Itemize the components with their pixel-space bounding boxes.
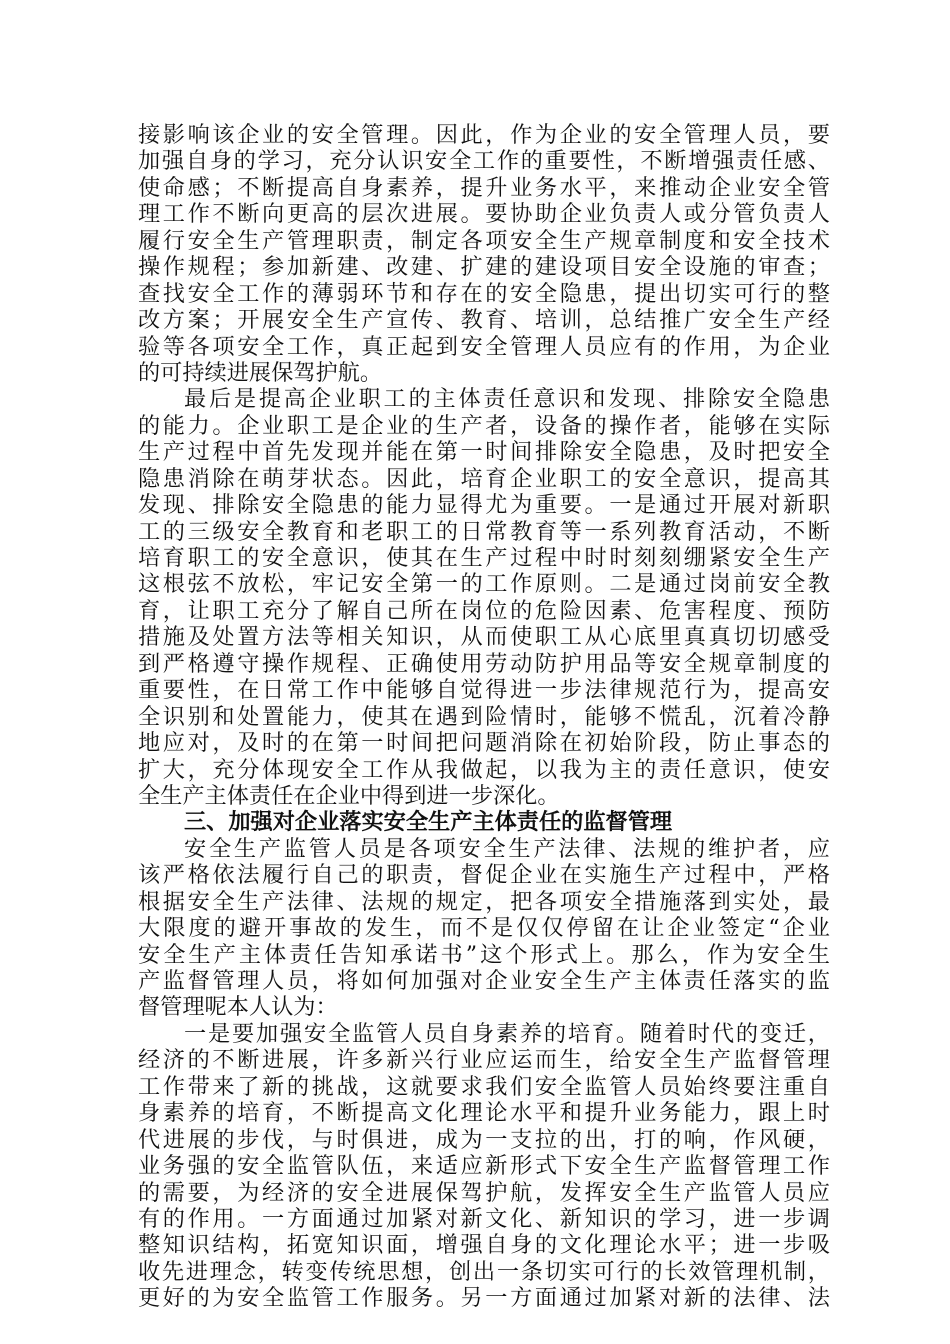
paragraph-line: 全识别和处置能力，使其在遇到险情时，能够不慌乱，沉着冷静 bbox=[138, 703, 830, 730]
paragraph-line: 督管理呢本人认为： bbox=[138, 994, 338, 1021]
paragraph-line: 更好的为安全监管工作服务。另一方面通过加紧对新的法律、法 bbox=[138, 1285, 830, 1312]
paragraph-line: 育，让职工充分了解自己所在岗位的危险因素、危害程度、预防 bbox=[138, 597, 830, 624]
paragraph-line: 工作带来了新的挑战，这就要求我们安全监管人员始终要注重自 bbox=[138, 1073, 830, 1100]
paragraph-line: 整知识结构，拓宽知识面，增强自身的文化理论水平；进一步吸 bbox=[138, 1232, 830, 1259]
paragraph-line: 加强自身的学习，充分认识安全工作的重要性，不断增强责任感、 bbox=[138, 148, 830, 175]
paragraph-line: 最后是提高企业职工的主体责任意识和发现、排除安全隐患 bbox=[184, 386, 830, 413]
paragraph-line: 措施及处置方法等相关知识，从而使职工从心底里真真切切感受 bbox=[138, 624, 830, 651]
paragraph-4 bbox=[138, 1021, 830, 1312]
paragraph-line: 地应对，及时的在第一时间把问题消除在初始阶段，防止事态的 bbox=[138, 730, 830, 757]
paragraph-line: 隐患消除在萌芽状态。因此，培育企业职工的安全意识，提高其 bbox=[138, 465, 830, 492]
paragraph-line: 身素养的培育，不断提高文化理论水平和提升业务能力，跟上时 bbox=[138, 1100, 830, 1127]
paragraph-line: 工的三级安全教育和老职工的日常教育等一系列教育活动，不断 bbox=[138, 518, 830, 545]
paragraph-line: 大限度的避开事故的发生，而不是仅仅停留在让企业签定“企业 bbox=[138, 915, 830, 942]
paragraph-line: 的能力。企业职工是企业的生产者，设备的操作者，能够在实际 bbox=[138, 412, 830, 439]
paragraph-3 bbox=[138, 836, 830, 1021]
paragraph-line: 改方案；开展安全生产宣传、教育、培训，总结推广安全生产经 bbox=[138, 307, 830, 334]
paragraph-line: 的可持续进展保驾护航。 bbox=[138, 359, 383, 386]
paragraph-line: 代进展的步伐，与时俱进，成为一支拉的出，打的响，作风硬， bbox=[138, 1126, 830, 1153]
paragraph-line: 理工作不断向更高的层次进展。要协助企业负责人或分管负责人 bbox=[138, 201, 830, 228]
paragraph-1 bbox=[138, 122, 830, 386]
paragraph-line: 有的作用。一方面通过加紧对新文化、新知识的学习，进一步调 bbox=[138, 1205, 830, 1232]
paragraph-line: 查找安全工作的薄弱环节和存在的安全隐患，提出切实可行的整 bbox=[138, 280, 830, 307]
paragraph-line: 该严格依法履行自己的职责，督促企业在实施生产过程中，严格 bbox=[138, 862, 830, 889]
paragraph-line: 生产过程中首先发现并能在第一时间排除安全隐患，及时把安全 bbox=[138, 439, 830, 466]
paragraph-line: 接影响该企业的安全管理。因此，作为企业的安全管理人员，要 bbox=[138, 122, 830, 148]
paragraph-line: 培育职工的安全意识，使其在生产过程中时时刻刻绷紧安全生产 bbox=[138, 545, 830, 571]
paragraph-line: 安全生产监管人员是各项安全生产法律、法规的维护者，应 bbox=[184, 835, 830, 862]
paragraph-line: 这根弦不放松，牢记安全第一的工作原则。二是通过岗前安全教 bbox=[138, 571, 830, 598]
paragraph-line: 验等各项安全工作，真正起到安全管理人员应有的作用，为企业 bbox=[138, 333, 830, 360]
paragraph-line: 业务强的安全监管队伍，来适应新形式下安全生产监督管理工作 bbox=[138, 1153, 830, 1180]
paragraph-line: 产监督管理人员，将如何加强对企业安全生产主体责任落实的监 bbox=[138, 968, 830, 994]
paragraph-line: 经济的不断进展，许多新兴行业应运而生，给安全生产监督管理 bbox=[138, 1047, 830, 1074]
paragraph-line: 发现、排除安全隐患的能力显得尤为重要。一是通过开展对新职 bbox=[138, 492, 830, 519]
paragraph-2 bbox=[138, 386, 830, 809]
paragraph-line: 根据安全生产法律、法规的规定，把各项安全措施落到实处，最 bbox=[138, 888, 830, 915]
paragraph-line: 收先进理念，转变传统思想，创出一条切实可行的长效管理机制， bbox=[138, 1258, 830, 1285]
paragraph-line: 重要性，在日常工作中能够自觉得进一步法律规范行为，提高安 bbox=[138, 677, 830, 704]
paragraph-line: 使命感；不断提高自身素养，提升业务水平，来推动企业安全管 bbox=[138, 174, 830, 201]
paragraph-line: 扩大，充分体现安全工作从我做起，以我为主的责任意识，使安 bbox=[138, 756, 830, 783]
paragraph-line: 一是要加强安全监管人员自身素养的培育。随着时代的变迁， bbox=[184, 1020, 830, 1047]
section-heading: 三、加强对企业落实安全生产主体责任的监督管理 bbox=[184, 809, 673, 836]
paragraph-line: 的需要，为经济的安全进展保驾护航，发挥安全生产监管人员应 bbox=[138, 1179, 830, 1206]
paragraph-line: 全生产主体责任在企业中得到进一步深化。 bbox=[138, 782, 560, 809]
document-page bbox=[138, 122, 830, 1312]
paragraph-line: 安全生产主体责任告知承诺书”这个形式上。那么，作为安全生 bbox=[138, 941, 830, 968]
paragraph-line: 操作规程；参加新建、改建、扩建的建设项目安全设施的审查； bbox=[138, 254, 830, 281]
paragraph-line: 履行安全生产管理职责，制定各项安全生产规章制度和安全技术 bbox=[138, 227, 830, 254]
paragraph-line: 到严格遵守操作规程、正确使用劳动防护用品等安全规章制度的 bbox=[138, 650, 830, 677]
